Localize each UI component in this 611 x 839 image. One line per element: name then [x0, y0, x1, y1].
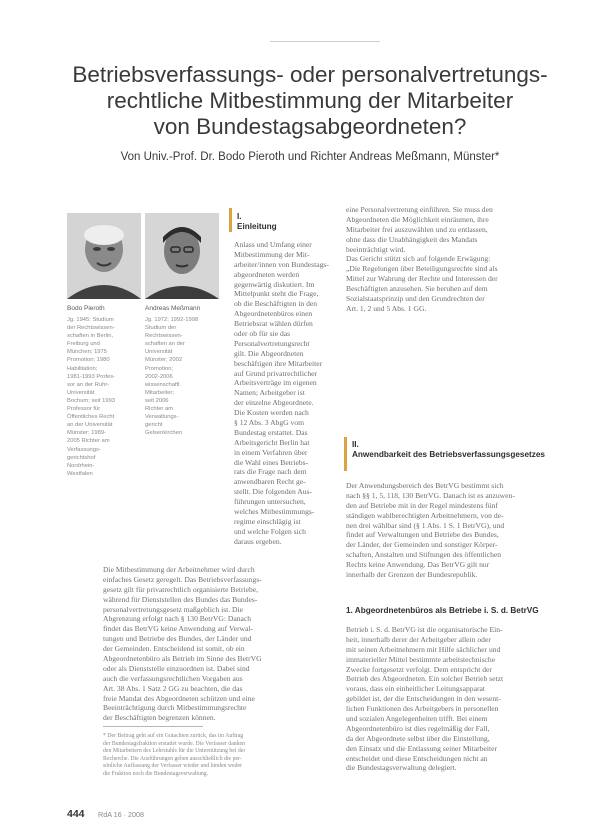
text-line: während für Dienststellen des Bundes das Bundes-: [103, 594, 258, 604]
text-line: die Bundestagsverwaltung delegiert.: [346, 763, 457, 773]
text-line: Sozialstaatsprinzip und den Grundrechten der: [346, 294, 485, 304]
text-line: und welche Folgen sich: [234, 526, 306, 536]
bio-line: Promotion; 1980: [67, 357, 110, 364]
text-line: Arbeitsgericht Berlin hat: [234, 437, 310, 447]
text-line: auch die verfassungsrechtlichen Vorgaben aus: [103, 673, 243, 683]
text-line: der einzelne Abgeordnete.: [234, 398, 314, 408]
text-line: gilt. Die Abgeordneten: [234, 348, 304, 358]
text-line: Beschäftigten anzusehen. Sie beruhen auf dem: [346, 284, 488, 294]
bio-line: der Rechtswissen-: [67, 325, 115, 332]
text-line: arbeiter/innen von Bundestags-: [234, 259, 329, 269]
text-line: immaterieller Mittel bestimmte arbeitstechnische: [346, 654, 496, 664]
text-line: ohne dass die Unabhängigkeit des Mandats: [346, 234, 478, 244]
text-line: der Länder, der Gemeinden und sonstiger Körper-: [346, 540, 498, 550]
bio-line: schaften in Berlin,: [67, 333, 114, 340]
bio-line: Münster; 2002: [145, 357, 183, 364]
text-line: personalvertretungsgesetz maßgeblich ist. Die: [103, 604, 244, 614]
intro-text: [234, 240, 340, 547]
subsection-heading: [346, 606, 539, 616]
text-line: Beeinträchtigung durch Mitbestimmungsrechte: [103, 703, 247, 713]
footnote: [103, 733, 339, 779]
bio-line: Mitarbeiter;: [145, 389, 174, 396]
bio-line: München; 1975: [67, 349, 107, 356]
section-marker: [229, 208, 232, 232]
right-text: [346, 625, 581, 773]
text-line: gesetz gilt für privatrechtlich organisierte Betriebe,: [103, 584, 259, 594]
bio-line: Richter am: [145, 406, 174, 413]
bio-line: Jg. 1972; 1992-1998: [145, 317, 199, 323]
text-line: nen drei wählbar sind (§ 1 Abs. 1 S. 1 BetrVG), und: [346, 520, 505, 530]
text-line: Das Gericht stützt sich auf folgende Erwägung:: [346, 254, 491, 264]
text-line: einfaches Gesetz geregelt. Das Betriebsverfassungs-: [103, 574, 262, 584]
bio-line: Studium der: [145, 325, 177, 332]
text-line: beeinträchtigt wird.: [346, 244, 406, 254]
text-line: oder ob für sie das: [234, 329, 291, 339]
bio-line: an der Universität: [67, 422, 113, 429]
text-line: Personalvertretungsrecht: [234, 338, 310, 348]
text-line: gebildet ist, der die Entscheidungen in den wesent-: [346, 694, 501, 704]
text-line: findet auf Verwaltungen und Betriebe des Bundes,: [346, 530, 499, 540]
section-number: I.: [237, 212, 242, 221]
text-line: entscheidet und diese Entscheidungen nicht an: [346, 753, 488, 763]
subsection-title: 1. Abgeordnetenbüros als Betriebe i. S. d. BetrVG: [346, 606, 539, 615]
text-line: anwendbaren Recht ge-: [234, 477, 306, 487]
text-line: Art. 1, 2 und 5 Abs. 1 GG.: [346, 303, 427, 313]
author-photo-messmann: [145, 213, 219, 299]
bio-line: Gelsenkirchen: [145, 430, 183, 437]
text-line: Die Mitbestimmung der Arbeitnehmer wird durch: [103, 565, 255, 574]
text-line: Der Anwendungsbereich des BetrVG bestimmt sich: [346, 481, 504, 490]
section-heading: [237, 212, 277, 232]
text-line: Namen; Arbeitgeber ist: [234, 388, 305, 398]
title-line: von Bundestagsabgeordneten?: [153, 114, 467, 139]
text-line: Mittel zur Wahrung der Rechte und Interessen der: [346, 274, 498, 284]
text-line: der Gemeinden. Entscheidend ist somit, ob ein: [103, 644, 245, 654]
text-line: findet das BetrVG keine Anwendung auf Verwal-: [103, 624, 254, 634]
section-title: Einleitung: [237, 222, 277, 231]
bio-line: schaften an der: [145, 341, 185, 348]
text-line: abgeordneten werden: [234, 269, 300, 279]
page-number: 444: [67, 808, 85, 820]
text-line: in einem Verfahren über: [234, 447, 308, 457]
text-line: und sozialen Angelegenheiten trifft. Bei einem: [346, 714, 488, 724]
text-line: Betriebsrat wählen dürfen: [234, 319, 313, 329]
text-line: Abgeordneten die Möglichkeit einräumen, ihre: [346, 214, 489, 224]
text-line: Art. 38 Abs. 1 Satz 2 GG zu beachten, die das: [103, 683, 243, 693]
bio-line: Nordrhein-: [67, 462, 95, 469]
text-line: Betrieb des Abgeordneten. Ein solcher Betrieb setzt: [346, 674, 504, 684]
text-line: § 12 Abs. 3 AbgG vom: [234, 418, 305, 428]
bio-line: Professor für: [67, 406, 101, 413]
bio-line: gericht: [145, 422, 163, 429]
text-line: regime einschlägig ist: [234, 516, 301, 526]
author-bio: [67, 316, 115, 478]
text-line: freie Mandat des Abgeordneten schützen und eine: [103, 693, 255, 703]
main-text: [103, 565, 343, 723]
text-line: lichen Funktionen des Arbeitgebers in personellen: [346, 704, 499, 714]
text-line: heit, innerhalb derer der Arbeitgeber allein oder: [346, 634, 491, 644]
text-line: da der Abgeordnete selbst über die Einstellung,: [346, 733, 490, 743]
bio-line: seit 2006: [145, 397, 169, 404]
bio-line: Universität: [67, 389, 95, 396]
bio-line: Verwaltungs-: [145, 414, 179, 421]
footnote-line: Recherche. Die Ausführungen geben ausschließlich die per-: [103, 755, 242, 762]
text-line: Rechts keine Anwendung. Das BetrVG gilt nur: [346, 560, 490, 570]
text-line: Betrieb i. S. d. BetrVG ist die organisatorische Ein-: [346, 625, 503, 634]
section-marker: [344, 437, 347, 471]
text-line: führungen untersuchen,: [234, 497, 306, 507]
text-line: beschäftigen ihre Mitarbeiter: [234, 358, 323, 368]
title-line: rechtliche Mitbestimmung der Mitarbeiter: [106, 88, 514, 113]
text-line: „Die Regelungen über Beteiligungsrechte sind als: [346, 264, 498, 274]
text-line: Anlass und Umfang einer: [234, 240, 312, 249]
text-line: oder als Dienststelle einzuordnen ist. Dabei sind: [103, 663, 250, 673]
author-bio: [145, 316, 198, 437]
text-line: schaften, Anstalten und Stiftungen des öffentlichen: [346, 550, 502, 560]
journal-reference: RdA 16 · 2008: [98, 810, 144, 819]
text-line: mit seinen Arbeitnehmern mit Hilfe sächlicher und: [346, 644, 501, 654]
text-line: stellt. Die folgenden Aus-: [234, 487, 313, 497]
text-line: die Wahl eines Betriebs-: [234, 457, 309, 467]
text-line: ständigen wahlberechtigten Arbeitnehmern, von de-: [346, 510, 504, 520]
text-line: der Beschäftigten begrenzen können.: [103, 713, 216, 723]
bio-line: wissenschaftl.: [145, 381, 182, 388]
footnote-rule: [103, 726, 203, 727]
bio-line: Öffentliches Recht: [67, 414, 115, 421]
text-line: daraus ergeben.: [234, 536, 282, 546]
text-line: Arbeitsverträge im eigenen: [234, 378, 317, 388]
bio-line: gerichtshof: [67, 454, 96, 461]
text-line: nach §§ 1, 5, 118, 130 BetrVG. Danach ist es anzuwen-: [346, 490, 515, 500]
footnote-line: den Mitarbeitern des Lehrstuhls für die Unterstützung bei der: [103, 748, 246, 755]
text-line: den auf Betriebe mit in der Regel mindestens fünf: [346, 500, 498, 510]
section-heading: [352, 440, 545, 460]
article-title: [40, 62, 580, 140]
bio-line: 1981-1993 Profes-: [67, 373, 116, 380]
text-line: tungen und Betriebe des Bundes, der Länder und: [103, 634, 252, 644]
bio-line: Jg. 1945; Studium: [67, 317, 114, 323]
right-text: [346, 481, 581, 580]
section-title: Anwendbarkeit des Betriebsverfassungsgesetzes: [352, 450, 545, 459]
footnote-line: der Bundestagsfraktion erstattet wurde. Die Verfasser danken: [103, 740, 246, 747]
bio-line: 2002-2006: [145, 373, 173, 380]
text-line: ob die Beschäftigten in den: [234, 299, 318, 309]
bio-line: Münster; 1989-: [67, 430, 106, 437]
text-line: Mitbestimmung der Mit-: [234, 249, 310, 259]
text-line: rats die Frage nach dem: [234, 467, 307, 477]
bio-line: Rechtswissen-: [145, 333, 183, 340]
text-line: Mitarbeiter frei auszuwählen und zu entlassen,: [346, 224, 488, 234]
bio-line: sor an der Ruhr-: [67, 381, 110, 388]
text-line: Abgeordnetenbüro als Betrieb im Sinne des BetrVG: [103, 654, 262, 664]
section-number: II.: [352, 440, 359, 449]
text-line: voraus, dass ein einheitlicher Leitungsapparat: [346, 684, 485, 694]
text-line: Bundestag erstattet. Das: [234, 427, 308, 437]
bio-line: Habilitation;: [67, 365, 98, 372]
byline: Von Univ.-Prof. Dr. Bodo Pieroth und Richter Andreas Meßmann, Münster*: [120, 151, 500, 163]
footnote-line: sönliche Auffassung der Verfasser wieder und binden weder: [103, 763, 243, 770]
bio-line: Verfassungs-: [67, 446, 101, 453]
right-text: [346, 205, 581, 314]
author-photo-pieroth: [67, 213, 141, 299]
text-line: Abgeordnetenbüro ist dies regelmäßig der Fall,: [346, 723, 490, 733]
text-line: welches Mitbestimmungs-: [234, 507, 315, 517]
text-line: auf Grund privatrechtlicher: [234, 368, 318, 378]
text-line: Mittelpunkt steht die Frage,: [234, 289, 319, 299]
text-line: Zwecke fortgesetzt verfolgt. Dem entspricht der: [346, 664, 492, 674]
footnote-line: * Der Beitrag geht auf ein Gutachten zurück, das im Auftrag: [103, 733, 244, 739]
text-line: innerhalb der Grenzen der Bundesrepublik.: [346, 570, 478, 580]
bio-line: Freiburg und: [67, 341, 100, 348]
text-line: eine Personalvertretung einführen. Sie muss den: [346, 205, 493, 214]
footnote-line: die Fraktion noch die Bundestagsverwaltung.: [103, 770, 209, 777]
bio-line: Westfalen: [67, 470, 93, 477]
text-line: Abgrenzung erfolgt nach § 130 BetrVG: Danach: [103, 614, 252, 624]
bio-line: Bochum; seit 1993: [67, 397, 116, 404]
bio-line: 2005 Richter am: [67, 438, 110, 445]
title-line: Betriebsverfassungs- oder personalvertretungs-: [72, 62, 548, 87]
header-rule: [270, 41, 380, 42]
text-line: Die Kosten werden nach: [234, 408, 309, 418]
text-line: Abgeordnetenbüros einen: [234, 309, 313, 319]
text-line: den Einsatz und die Entlassung seiner Mitarbeiter: [346, 743, 497, 753]
author-caption: Andreas Meßmann: [145, 305, 201, 312]
bio-line: Universität: [145, 349, 173, 356]
author-caption: Bodo Pieroth: [67, 305, 105, 312]
bio-line: Promotion;: [145, 365, 174, 372]
text-line: gegenwärtig diskutiert. Im: [234, 279, 315, 289]
